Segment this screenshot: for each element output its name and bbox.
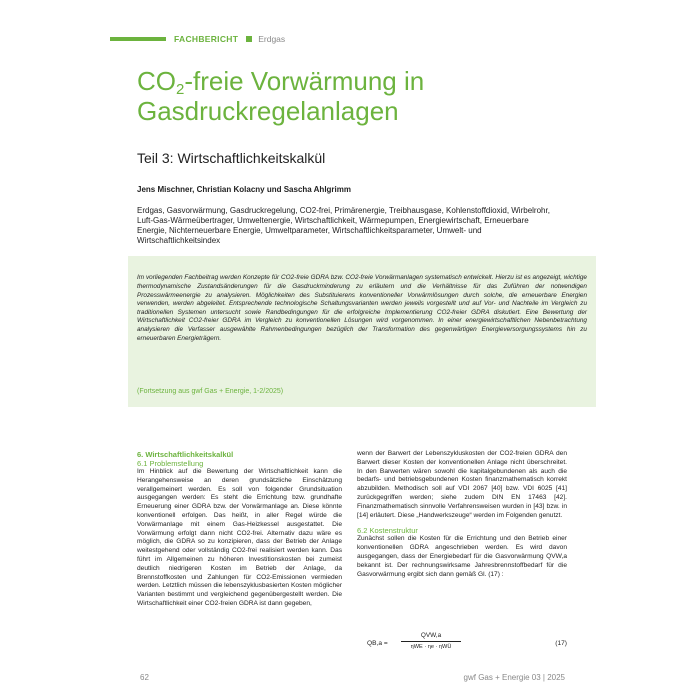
title-subscript: 2 <box>176 81 185 98</box>
keywords: Erdgas, Gasvorwärmung, Gasdruckregelung, CO2-frei, Primärenergie, Treibhausgase, Kohlenstoffdioxid, Wirbelrohr, Luft-Gas-Wärmeübertrager, Umweltenergie, Wirtschaftlichkeit, Wärmepumpen, Energiewirtschaft, Erneuerbare Energie, Nichterneuerbare Energie, Umweltparameter, Wirtschaftlichkeitsparameter, Umwelt- und Wirtschaftlichkeitsindex <box>137 206 550 245</box>
category-label: FACHBERICHT <box>174 34 239 44</box>
page-number: 62 <box>140 673 149 682</box>
fraction-bar <box>401 641 461 642</box>
title-part: -freie Vorwärmung in <box>184 66 425 96</box>
subsection-heading: 6.1 Problemstellung <box>137 459 204 468</box>
title-line-2: Gasdruckregelanlagen <box>137 96 399 126</box>
article-title <box>137 66 557 126</box>
equation-number: (17) <box>555 640 567 647</box>
equation-numerator: QVW,a <box>420 632 442 639</box>
article-subtitle: Teil 3: Wirtschaftlichkeitskalkül <box>137 150 326 166</box>
left-column <box>137 450 342 609</box>
journal-issue: gwf Gas + Energie 03 | 2025 <box>463 673 565 682</box>
continuation-note: (Fortsetzung aus gwf Gas + Energie, 1-2/2025) <box>137 388 284 395</box>
right-column <box>357 450 567 579</box>
section-header <box>110 33 285 45</box>
abstract-text: Im vorliegenden Fachbeitrag werden Konzepte für CO2-freie GDRA bzw. CO2-freie Vorwärmanlagen systematisch entwickelt. Hierzu ist es angezeigt, wichtige thermodynamische Zustandsänderungen für die Gasdruckminderung zu erläutern und die Verhältnisse für das Zuführen der notwendigen Prozesswärmeenergie zu analysieren. Möglichkeiten des Substituierens konventioneller Vorwärmlösungen durch solche, die erneuerbare Energien verwenden, werden abgeleitet. Entsprechende technologische Schaltungsvarianten werden jeweils vorgestellt und auf Vor- und Nachteile im Vergleich zu traditionellen Systemen untersucht sowie Randbedingungen für die erfolgreiche Implementierung CO2-freier GDRA diskutiert. Eine Bewertung der Wirtschaftlichkeit CO2-freier GDRA im Vergleich zu konventionellen Lösungen wird vorgenommen. In einer energiewirtschaftlichen Nebenbetrachtung analysieren die Verfasser ausgewählte Rahmenbedingungen bezüglich der Transformation des gegenwärtigen Energieversorgungssystems hin zu erneuerbaren Energieträgern. <box>137 274 587 342</box>
body-paragraph: Im Hinblick auf die Bewertung der Wirtschaftlichkeit kann die Herangehensweise an deren grundsätzliche Einschätzung verallgemeinert werden. Es soll von folgender Grundsituation ausgegangen werden: Es steht die Errichtung bzw. grundhafte Erneuerung einer GDRA bzw. der Vorwärmanlage an. Diese könnte konventionell erfolgen. Das heißt, in aller Regel würde die Vorwärmanlage mit einem Gas-Heizkessel ausgestattet. Die Vorwärmung erfolgt dann nicht CO2-frei. Alternativ dazu wäre es möglich, die GDRA so zu konzipieren, dass der Betrieb der Anlage weitestgehend oder vollständig CO2-frei realisiert werden kann. Das führt im Allgemeinen zu höheren Investitionskosten bei zumeist deutlich niedrigeren Kosten im Betrieb der Anlage, da Brennstoffkosten und Zahlungen für CO2-Emissionen vermieden werden. Letztlich müssen die lebenszyklusbasierten Kosten möglicher Varianten bestimmt und vergleichend gegenübergestellt werden. Die Wirtschaftlichkeit einer CO2-freien GDRA ist dann gegeben, <box>137 468 342 607</box>
accent-bar <box>110 37 166 41</box>
topic-label: Erdgas <box>258 34 286 44</box>
equation-denominator: ηWE · ηe · ηWÜ <box>410 644 452 650</box>
title-part: CO <box>137 66 176 96</box>
equation-17 <box>357 630 567 660</box>
section-heading: 6. Wirtschaftlichkeitskalkül <box>137 450 234 459</box>
body-paragraph: wenn der Barwert der Lebenszykluskosten der CO2-freien GDRA den Barwert dieser Kosten der konventionellen Anlage nicht überschreitet. In den Barwerten wären sowohl die kapitalgebundenen als auch die bedarfs- und betriebsgebundenen Kosten finanzmathematisch korrekt abzubilden. Methodisch soll auf VDI 2067 [40] bzw. VDI 6025 [41] zurückgegriffen werden; siehe zudem DIN EN 17463 [42]. Finanzmathematisch sinnvolle Verfahrensweisen wurden in [43] bzw. in [14] erläutert. Diese „Handwerkszeuge“ werden im Folgenden genutzt. <box>357 450 567 519</box>
authors: Jens Mischner, Christian Kolacny und Sascha Ahlgrimm <box>137 185 351 194</box>
separator-square <box>246 36 252 42</box>
equation-fraction <box>401 632 461 650</box>
body-paragraph: Zunächst sollen die Kosten für die Errichtung und den Betrieb einer konventionellen GDRA angeschrieben werden. Es wird davon ausgegangen, dass der Energiebedarf für die Gasvorwärmung QVW,a bekannt ist. Der rechnungswirksame Jahresbrennstoffbedarf für die Gasvorwärmung ergibt sich dann gemäß Gl. (17) : <box>357 535 567 578</box>
equation-lhs: QB,a = <box>367 640 388 647</box>
subsection-heading: 6.2 Kostenstruktur <box>357 526 418 536</box>
